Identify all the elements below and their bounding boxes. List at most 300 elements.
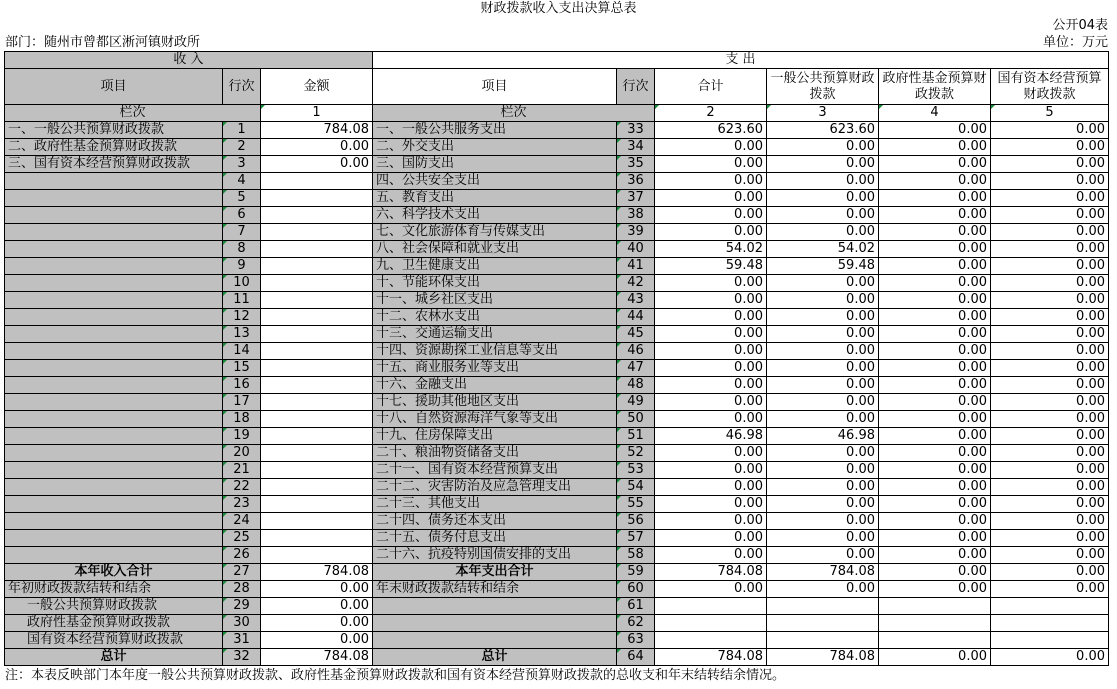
income-amount [261, 326, 373, 343]
expense-state-cap: 0.00 [991, 190, 1109, 207]
expense-gen-budget: 0.00 [767, 207, 879, 224]
table-row [5, 428, 1109, 445]
col-index-5: 5 [991, 105, 1109, 122]
expense-total: 0.00 [655, 190, 767, 207]
footnote: 注：本表反映部门本年度一般公共预算财政拨款、政府性基金预算财政拨款和国有资本经营预算财政拨款的总收支和年末结转结余情况。 [5, 668, 786, 683]
income-line: 4 [223, 173, 261, 190]
expense-state-cap: 0.00 [991, 326, 1109, 343]
expense-gen-budget: 0.00 [767, 156, 879, 173]
table-row [5, 207, 1109, 224]
income-line: 1 [223, 122, 261, 139]
grand-income-label: 总计 [5, 649, 223, 666]
income-line-header: 行次 [223, 69, 261, 105]
income-item [5, 377, 223, 394]
expense-gov-fund: 0.00 [879, 207, 991, 224]
expense-total: 0.00 [655, 224, 767, 241]
expense-line: 37 [617, 190, 655, 207]
sub-gov-expense-line: 62 [617, 615, 655, 632]
table-row [5, 377, 1109, 394]
sub-gen-label: 一般公共预算财政拨款 [5, 598, 223, 615]
income-amount [261, 173, 373, 190]
expense-gov-fund: 0.00 [879, 496, 991, 513]
expense-item: 十二、农林水支出 [373, 309, 617, 326]
sub-gov-label: 政府性基金预算财政拨款 [5, 615, 223, 632]
expense-item: 六、科学技术支出 [373, 207, 617, 224]
income-line: 11 [223, 292, 261, 309]
expense-state-cap: 0.00 [991, 411, 1109, 428]
expense-line: 56 [617, 513, 655, 530]
income-line: 13 [223, 326, 261, 343]
expense-gen-budget: 0.00 [767, 377, 879, 394]
expense-gen-budget: 0.00 [767, 530, 879, 547]
sub-gen-expense-line: 61 [617, 598, 655, 615]
expense-gov-fund: 0.00 [879, 547, 991, 564]
expense-item: 九、卫生健康支出 [373, 258, 617, 275]
table-row [5, 343, 1109, 360]
expense-total: 0.00 [655, 513, 767, 530]
expense-gen-budget: 0.00 [767, 190, 879, 207]
expense-header: 支 出 [373, 52, 1109, 69]
expense-gov-fund: 0.00 [879, 343, 991, 360]
expense-state-cap: 0.00 [991, 122, 1109, 139]
expense-gov-fund: 0.00 [879, 360, 991, 377]
state-cap-header: 国有资本经营预算财政拨款 [991, 69, 1109, 105]
income-amount [261, 428, 373, 445]
expense-total: 0.00 [655, 547, 767, 564]
expense-state-cap: 0.00 [991, 496, 1109, 513]
expense-item: 二十二、灾害防治及应急管理支出 [373, 479, 617, 496]
empty-cell [879, 632, 991, 649]
expense-gov-fund: 0.00 [879, 445, 991, 462]
income-amount [261, 479, 373, 496]
income-amount [261, 530, 373, 547]
expense-gen-budget: 0.00 [767, 462, 879, 479]
expense-state-cap: 0.00 [991, 275, 1109, 292]
income-header: 收 入 [5, 52, 373, 69]
grand-expense-label: 总计 [373, 649, 617, 666]
expense-total: 0.00 [655, 445, 767, 462]
expense-gen-budget: 0.00 [767, 343, 879, 360]
expense-gov-fund: 0.00 [879, 258, 991, 275]
expense-line: 40 [617, 241, 655, 258]
expense-line: 36 [617, 173, 655, 190]
income-amount-header: 金额 [261, 69, 373, 105]
expense-gov-fund: 0.00 [879, 411, 991, 428]
income-item [5, 547, 223, 564]
income-amount [261, 360, 373, 377]
expense-state-cap: 0.00 [991, 547, 1109, 564]
expense-gen-budget: 46.98 [767, 428, 879, 445]
expense-total: 0.00 [655, 207, 767, 224]
expense-state-cap: 0.00 [991, 343, 1109, 360]
expense-line: 38 [617, 207, 655, 224]
total-header: 合计 [655, 69, 767, 105]
expense-gov-fund: 0.00 [879, 309, 991, 326]
col-index-3: 3 [767, 105, 879, 122]
income-line: 6 [223, 207, 261, 224]
gen-budget-header: 一般公共预算财政拨款 [767, 69, 879, 105]
expense-line: 50 [617, 411, 655, 428]
expense-total: 0.00 [655, 343, 767, 360]
expense-state-cap: 0.00 [991, 428, 1109, 445]
income-item [5, 258, 223, 275]
expense-gen-budget: 0.00 [767, 326, 879, 343]
income-item: 一、一般公共预算财政拨款 [5, 122, 223, 139]
expense-gov-fund: 0.00 [879, 377, 991, 394]
sub-cap-line: 31 [223, 632, 261, 649]
income-amount: 0.00 [261, 139, 373, 156]
expense-item: 五、教育支出 [373, 190, 617, 207]
table-row [5, 496, 1109, 513]
expense-item: 二、外交支出 [373, 139, 617, 156]
sub-gen-amount: 0.00 [261, 598, 373, 615]
expense-line-header: 行次 [617, 69, 655, 105]
income-amount [261, 309, 373, 326]
empty-cell [655, 598, 767, 615]
expense-state-cap: 0.00 [991, 258, 1109, 275]
year-income-line: 27 [223, 564, 261, 581]
empty-cell [767, 632, 879, 649]
income-line: 18 [223, 411, 261, 428]
expense-gov-fund: 0.00 [879, 326, 991, 343]
expense-state-cap: 0.00 [991, 462, 1109, 479]
table-row [5, 173, 1109, 190]
expense-item: 十三、交通运输支出 [373, 326, 617, 343]
income-line: 21 [223, 462, 261, 479]
expense-line: 54 [617, 479, 655, 496]
end-balance-gov: 0.00 [879, 581, 991, 598]
expense-state-cap: 0.00 [991, 513, 1109, 530]
income-line: 20 [223, 445, 261, 462]
income-line: 16 [223, 377, 261, 394]
expense-total: 0.00 [655, 479, 767, 496]
expense-state-cap: 0.00 [991, 394, 1109, 411]
empty-cell [655, 615, 767, 632]
expense-line: 42 [617, 275, 655, 292]
empty-cell [879, 615, 991, 632]
sub-gen-expense-empty [373, 598, 617, 615]
sub-gen-line: 29 [223, 598, 261, 615]
income-amount [261, 224, 373, 241]
year-expense-gen: 784.08 [767, 564, 879, 581]
income-amount [261, 496, 373, 513]
expense-state-cap: 0.00 [991, 377, 1109, 394]
expense-gen-budget: 0.00 [767, 360, 879, 377]
income-amount [261, 258, 373, 275]
expense-total: 0.00 [655, 275, 767, 292]
expense-gov-fund: 0.00 [879, 173, 991, 190]
year-expense-label: 本年支出合计 [373, 564, 617, 581]
income-amount [261, 394, 373, 411]
expense-gen-budget: 0.00 [767, 275, 879, 292]
income-item [5, 530, 223, 547]
income-item [5, 445, 223, 462]
expense-gov-fund: 0.00 [879, 462, 991, 479]
expense-gen-budget: 0.00 [767, 513, 879, 530]
income-amount [261, 343, 373, 360]
grand-expense-line: 64 [617, 649, 655, 666]
expense-state-cap: 0.00 [991, 309, 1109, 326]
income-line: 24 [223, 513, 261, 530]
gov-fund-header: 政府性基金预算财政拨款 [879, 69, 991, 105]
income-amount [261, 292, 373, 309]
expense-line: 44 [617, 309, 655, 326]
expense-line: 52 [617, 445, 655, 462]
expense-item: 一、一般公共服务支出 [373, 122, 617, 139]
expense-total: 0.00 [655, 139, 767, 156]
income-line: 14 [223, 343, 261, 360]
income-item [5, 360, 223, 377]
expense-total: 0.00 [655, 326, 767, 343]
expense-state-cap: 0.00 [991, 156, 1109, 173]
year-income-label: 本年收入合计 [5, 564, 223, 581]
expense-state-cap: 0.00 [991, 224, 1109, 241]
income-item [5, 496, 223, 513]
expense-line: 57 [617, 530, 655, 547]
income-item [5, 292, 223, 309]
income-item [5, 411, 223, 428]
table-row [5, 122, 1109, 139]
expense-line: 58 [617, 547, 655, 564]
expense-gen-budget: 0.00 [767, 139, 879, 156]
expense-line: 55 [617, 496, 655, 513]
expense-line: 48 [617, 377, 655, 394]
expense-gov-fund: 0.00 [879, 530, 991, 547]
empty-cell [991, 615, 1109, 632]
expense-item: 二十六、抗疫特别国债安排的支出 [373, 547, 617, 564]
year-expense-total: 784.08 [655, 564, 767, 581]
expense-gen-budget: 0.00 [767, 309, 879, 326]
income-item [5, 224, 223, 241]
expense-total: 0.00 [655, 496, 767, 513]
empty-cell [991, 632, 1109, 649]
table-row [5, 241, 1109, 258]
income-amount: 0.00 [261, 156, 373, 173]
sub-cap-amount: 0.00 [261, 632, 373, 649]
income-line: 8 [223, 241, 261, 258]
grand-expense-gen: 784.08 [767, 649, 879, 666]
income-item: 三、国有资本经营预算财政拨款 [5, 156, 223, 173]
end-balance-label: 年末财政拨款结转和结余 [373, 581, 617, 598]
expense-line: 43 [617, 292, 655, 309]
expense-line: 49 [617, 394, 655, 411]
grand-expense-total: 784.08 [655, 649, 767, 666]
expense-total: 623.60 [655, 122, 767, 139]
end-balance-line: 60 [617, 581, 655, 598]
income-item-header: 项目 [5, 69, 223, 105]
expense-total: 0.00 [655, 156, 767, 173]
table-row [5, 156, 1109, 173]
expense-gov-fund: 0.00 [879, 241, 991, 258]
income-item: 二、政府性基金预算财政拨款 [5, 139, 223, 156]
income-line: 10 [223, 275, 261, 292]
income-item [5, 190, 223, 207]
income-amount [261, 190, 373, 207]
expense-gen-budget: 0.00 [767, 547, 879, 564]
table-row [5, 360, 1109, 377]
income-item [5, 428, 223, 445]
expense-gov-fund: 0.00 [879, 479, 991, 496]
table-row [5, 139, 1109, 156]
expense-total: 0.00 [655, 309, 767, 326]
end-balance-gen: 0.00 [767, 581, 879, 598]
expense-gen-budget: 0.00 [767, 496, 879, 513]
grand-income-line: 32 [223, 649, 261, 666]
expense-state-cap: 0.00 [991, 241, 1109, 258]
expense-line: 53 [617, 462, 655, 479]
income-item [5, 207, 223, 224]
sub-cap-expense-line: 63 [617, 632, 655, 649]
expense-item: 十四、资源勘探工业信息等支出 [373, 343, 617, 360]
income-line: 5 [223, 190, 261, 207]
expense-state-cap: 0.00 [991, 292, 1109, 309]
sub-cap-expense-empty [373, 632, 617, 649]
begin-balance-label: 年初财政拨款结转和结余 [5, 581, 223, 598]
col-index-4: 4 [879, 105, 991, 122]
empty-cell [767, 598, 879, 615]
expense-state-cap: 0.00 [991, 445, 1109, 462]
expense-item: 十九、住房保障支出 [373, 428, 617, 445]
expense-col-row-label: 栏次 [373, 105, 655, 122]
table-row [5, 479, 1109, 496]
department-label: 部门：随州市曾都区淅河镇财政所 [5, 35, 201, 50]
expense-gen-budget: 0.00 [767, 224, 879, 241]
begin-balance-amount: 0.00 [261, 581, 373, 598]
table-row [5, 224, 1109, 241]
empty-cell [991, 598, 1109, 615]
table-row [5, 445, 1109, 462]
report-title: 财政拨款收入支出决算总表 [480, 1, 637, 16]
income-line: 2 [223, 139, 261, 156]
expense-gov-fund: 0.00 [879, 224, 991, 241]
year-expense-gov: 0.00 [879, 564, 991, 581]
expense-state-cap: 0.00 [991, 360, 1109, 377]
income-item [5, 173, 223, 190]
expense-total: 0.00 [655, 360, 767, 377]
income-amount [261, 462, 373, 479]
sub-gov-line: 30 [223, 615, 261, 632]
income-amount [261, 445, 373, 462]
expense-item: 二十、粮油物资储备支出 [373, 445, 617, 462]
expense-gen-budget: 0.00 [767, 479, 879, 496]
expense-item: 二十四、债务还本支出 [373, 513, 617, 530]
expense-line: 39 [617, 224, 655, 241]
form-number: 公开04表 [1052, 18, 1108, 33]
table-row [5, 530, 1109, 547]
expense-line: 41 [617, 258, 655, 275]
income-item [5, 394, 223, 411]
expense-gen-budget: 0.00 [767, 173, 879, 190]
expense-gov-fund: 0.00 [879, 513, 991, 530]
expense-state-cap: 0.00 [991, 173, 1109, 190]
income-item [5, 275, 223, 292]
expense-gen-budget: 0.00 [767, 292, 879, 309]
expense-gen-budget: 0.00 [767, 411, 879, 428]
expense-total: 59.48 [655, 258, 767, 275]
grand-expense-gov: 0.00 [879, 649, 991, 666]
table-row [5, 411, 1109, 428]
expense-line: 34 [617, 139, 655, 156]
income-item [5, 513, 223, 530]
expense-item: 八、社会保障和就业支出 [373, 241, 617, 258]
table-row [5, 513, 1109, 530]
expense-total: 0.00 [655, 411, 767, 428]
expense-item: 三、国防支出 [373, 156, 617, 173]
expense-item: 七、文化旅游体育与传媒支出 [373, 224, 617, 241]
expense-total: 0.00 [655, 394, 767, 411]
year-expense-cap: 0.00 [991, 564, 1109, 581]
expense-item: 十八、自然资源海洋气象等支出 [373, 411, 617, 428]
expense-total: 0.00 [655, 462, 767, 479]
expense-state-cap: 0.00 [991, 139, 1109, 156]
income-line: 26 [223, 547, 261, 564]
col-index-2: 2 [655, 105, 767, 122]
expense-gov-fund: 0.00 [879, 428, 991, 445]
expense-state-cap: 0.00 [991, 530, 1109, 547]
expense-line: 51 [617, 428, 655, 445]
income-amount [261, 411, 373, 428]
table-row [5, 258, 1109, 275]
expense-item: 十一、城乡社区支出 [373, 292, 617, 309]
expense-item: 四、公共安全支出 [373, 173, 617, 190]
income-amount [261, 275, 373, 292]
income-line: 17 [223, 394, 261, 411]
expense-item: 二十五、债务付息支出 [373, 530, 617, 547]
income-item [5, 241, 223, 258]
expense-total: 0.00 [655, 377, 767, 394]
income-line: 15 [223, 360, 261, 377]
income-amount [261, 241, 373, 258]
year-expense-line: 59 [617, 564, 655, 581]
expense-state-cap: 0.00 [991, 479, 1109, 496]
expense-gov-fund: 0.00 [879, 122, 991, 139]
income-line: 7 [223, 224, 261, 241]
expense-line: 45 [617, 326, 655, 343]
income-amount [261, 513, 373, 530]
income-line: 22 [223, 479, 261, 496]
unit-label: 单位：万元 [1042, 35, 1108, 50]
expense-gov-fund: 0.00 [879, 190, 991, 207]
expense-line: 33 [617, 122, 655, 139]
expense-total: 0.00 [655, 173, 767, 190]
expense-gen-budget: 54.02 [767, 241, 879, 258]
grand-income-amount: 784.08 [261, 649, 373, 666]
expense-line: 46 [617, 343, 655, 360]
income-line: 23 [223, 496, 261, 513]
income-item [5, 479, 223, 496]
expense-total: 0.00 [655, 292, 767, 309]
begin-balance-line: 28 [223, 581, 261, 598]
table-row [5, 309, 1109, 326]
expense-gov-fund: 0.00 [879, 275, 991, 292]
expense-item: 十七、援助其他地区支出 [373, 394, 617, 411]
income-line: 12 [223, 309, 261, 326]
income-item [5, 343, 223, 360]
expense-state-cap: 0.00 [991, 207, 1109, 224]
expense-line: 47 [617, 360, 655, 377]
sub-gov-amount: 0.00 [261, 615, 373, 632]
expense-gen-budget: 623.60 [767, 122, 879, 139]
expense-line: 35 [617, 156, 655, 173]
expense-item: 十、节能环保支出 [373, 275, 617, 292]
income-item [5, 462, 223, 479]
table-row [5, 292, 1109, 309]
grand-expense-cap: 0.00 [991, 649, 1109, 666]
expense-gen-budget: 0.00 [767, 394, 879, 411]
col-index-1: 1 [261, 105, 373, 122]
income-item [5, 309, 223, 326]
income-item [5, 326, 223, 343]
